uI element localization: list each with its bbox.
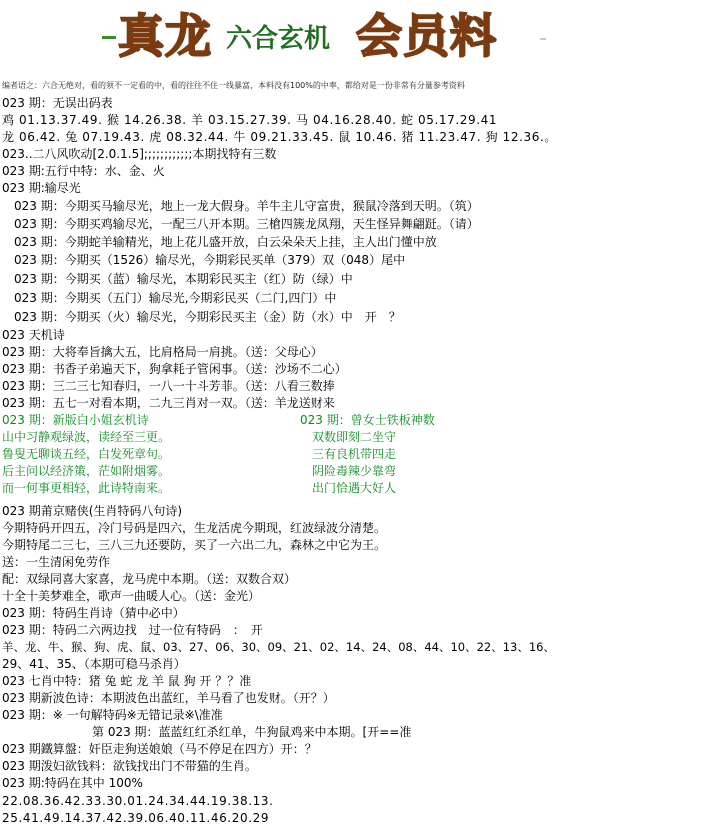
text-line: 023 期：今期买（蓝）输尽光，本期彩民买主（红）防（绿）中 <box>14 272 353 286</box>
text-line: 鸡 01.13.37.49. 猴 14.26.38. 羊 03.15.27.39. 马 04.16.28.40. 蛇 05.17.29.41 <box>2 113 498 127</box>
text-line: 十全十美梦难全，歌声一曲暖人心。（送：金光） <box>2 589 261 603</box>
text-line: 29、41、35、（本期可稳马杀肖） <box>2 657 186 671</box>
text-line: 023 期：今期蛇羊输精光，地上花儿盛开放，白云朵朵天上挂，主人出门懂中放 <box>14 235 437 249</box>
banner-title-left: 真龙 <box>118 9 212 63</box>
green-poem-right-line: 双数即刻二坐守 <box>312 430 397 444</box>
text-line: 22.08.36.42.33.30.01.24.34.44.19.38.13. <box>2 794 274 808</box>
text-line: 023 期：书香子弟遍天下，狗拿耗子管闲事。（送：沙场不二心） <box>2 362 347 376</box>
green-poem-left-line: 023 期：新版白小姐玄机诗 <box>2 413 149 427</box>
title-banner <box>0 0 720 72</box>
green-poem-left-line: 而一何事更相轻，此诗特南来。 <box>2 481 171 495</box>
text-line: 023 期:五行中特：水、金、火 <box>2 164 165 178</box>
text-line: 龙 06.42. 兔 07.19.43. 虎 08.32.44. 牛 09.21.33.45. 鼠 10.46. 猪 11.23.47. 狗 12.36.。 <box>2 130 557 144</box>
text-line: 023 期：大将奉旨擒大五，比肩格局一肩挑。（送：父母心） <box>2 345 323 359</box>
green-poem-right-line: 023 期：曾女士铁板神数 <box>300 413 435 427</box>
text-line: 023 期：五七一对看本期，二九三肖对一双。（送：羊龙送财来 <box>2 396 335 410</box>
banner-dash-left <box>102 36 116 39</box>
green-poem-left-line: 鲁叟无聊谈五经，白发死章句。 <box>2 447 171 461</box>
text-line: 023 期：今期买马输尽光，地上一龙大假身。羊牛主儿守富贵，猴鼠冷落到天明。（筑） <box>14 199 479 213</box>
text-line: 023 期泼妇欲钱料：欲钱找出门不带猫的生肖。 <box>2 759 257 773</box>
editor-note: 编者语之：六合无绝对，看的须不一定看的中，看的往往不住一线暴富，本料没有100%的中率，都给对是一份非常有分量参考资料 <box>2 81 465 90</box>
green-poem-left-line: 后主问以经济策，茫如附烟雾。 <box>2 464 171 478</box>
green-poem-right-line: 出门恰遇大好人 <box>312 481 397 495</box>
banner-title-right: 会员料 <box>356 9 497 63</box>
text-line: 羊、龙、牛、猴、狗、虎、鼠、03、27、06、30、09、21、02、14、24、08、44、10、22、13、16、 <box>2 640 555 654</box>
text-line: 023 期:特码在其中 100% <box>2 776 143 790</box>
text-line: 023 期：三二三七知春归，一八一十斗芳菲。（送：八看三数捧 <box>2 379 335 393</box>
text-line: 023 期莆京赌侠(生肖特码八句诗) <box>2 504 183 518</box>
text-line: 25.41.49.14.37.42.39.06.40.11.46.20.29 <box>2 811 270 825</box>
banner-dash-right <box>540 38 546 40</box>
text-line: 023 期：今期买（1526）输尽光，今期彩民买单（379）双（048）尾中 <box>14 253 406 267</box>
text-line: 023 期：今期买鸡输尽光，一配三八开本期。三槍四簇龙凤翔，天生怪异舞翩跹。（请） <box>14 217 479 231</box>
text-line: 023 期：※ 一句解特码※无错记录※\准准 <box>2 708 223 722</box>
banner-title-middle: 六合玄机 <box>226 24 331 54</box>
green-poem-right-line: 阴险毒辣少靠弯 <box>312 464 397 478</box>
text-line: 今期特码开四五，冷门号码是四六，生龙活虎今期现，红波绿波分清楚。 <box>2 521 387 535</box>
text-line: 023 期：今期买（火）输尽光，今期彩民买主（金）防（水）中 开 ？ <box>14 310 401 324</box>
text-line: 023 七肖中特：猪 兔 蛇 龙 羊 鼠 狗 开 ？？准 <box>2 674 252 688</box>
green-poem-right-line: 三有良机带四走 <box>312 447 397 461</box>
text-line: 023 期新波色诗：本期波色出蓝红，羊马看了也发财。（开？） <box>2 691 335 705</box>
text-line: 023 期：无误出码表 <box>2 96 113 110</box>
text-line: 第 023 期：蓝蓝红红杀红单，牛狗鼠鸡来中本期。[开==准 <box>92 725 412 739</box>
text-line: 023 天机诗 <box>2 328 65 342</box>
text-line: 配：双绿同喜大家喜，龙马虎中本期。（送：双数合双） <box>2 572 297 586</box>
green-poem-left-line: 山中习静观绿波，读经至三更。 <box>2 430 171 444</box>
text-line: 023 期：今期买（五门）输尽光,今期彩民买（二门,四门）中 <box>14 291 337 305</box>
text-line: 023 期:输尽光 <box>2 181 81 195</box>
text-line: 023..二八风吹动[2.0.1.5];;;;;;;;;;;;本期找特有三数 <box>2 147 277 161</box>
text-line: 023 期鐵算盤：奸臣走狗送娘娘（马不停足在四方）开：？ <box>2 742 317 756</box>
text-line: 今期特尾二三七，三八三九还要防，买了一六出二九，森林之中它为王。 <box>2 538 387 552</box>
text-line: 送：一生清闲免劳作 <box>2 555 111 569</box>
text-line: 023 期：特码二六两边找 过一位有特码 ： 开 <box>2 623 263 637</box>
text-line: 023 期：特码生肖诗（猜中必中） <box>2 606 185 620</box>
